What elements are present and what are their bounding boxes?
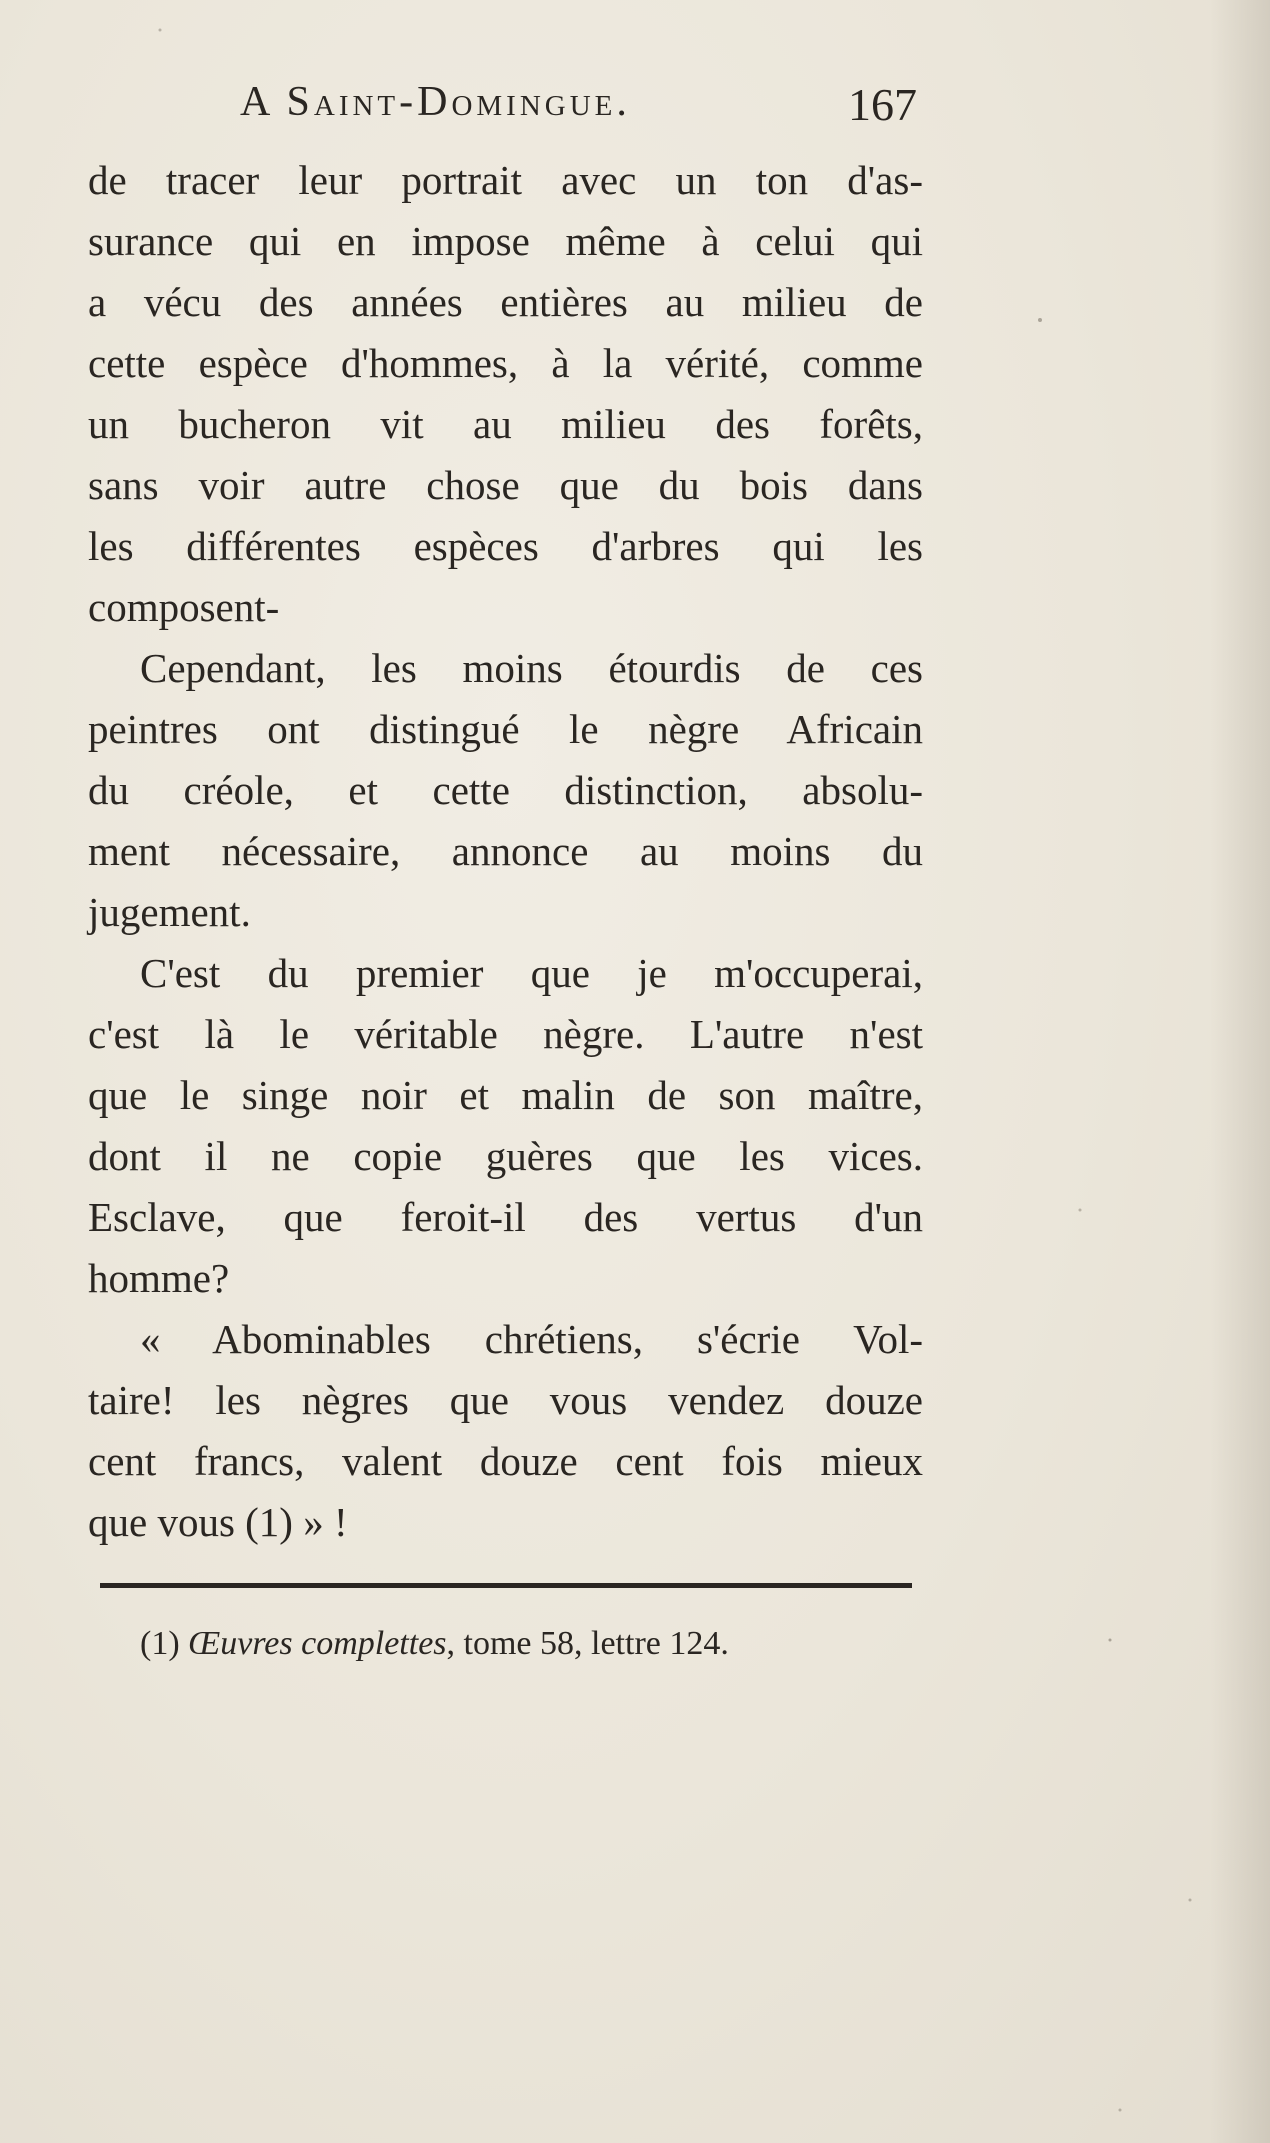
paragraph-4 [88, 1309, 923, 1553]
footnote-work-title: Œuvres complettes [188, 1625, 447, 1662]
text-line: dont il ne copie guères que les vices. [88, 1133, 923, 1179]
text-line: homme? [88, 1255, 230, 1301]
text-line: c'est là le véritable nègre. L'autre n'est [88, 1011, 923, 1057]
text-line: du créole, et cette distinction, absolu- [88, 767, 923, 813]
running-head: A Saint-Domingue. [240, 79, 631, 125]
text-line: C'est du premier que je m'occuperai, [140, 950, 923, 996]
text-line: sans voir autre chose que du bois dans [88, 462, 923, 508]
text-line: jugement. [88, 889, 251, 935]
text-line: un bucheron vit au milieu des forêts, [88, 401, 923, 447]
footnote-divider [100, 1583, 912, 1588]
text-line: taire! les nègres que vous vendez douze [88, 1377, 923, 1423]
text-line: surance qui en impose même à celui qui [88, 218, 923, 264]
footnote [140, 1625, 729, 1663]
text-line: « Abominables chrétiens, s'écrie Vol- [140, 1316, 923, 1362]
text-line: Cependant, les moins étourdis de ces [140, 645, 923, 691]
footnote-reference: , tome 58, lettre 124. [446, 1625, 729, 1662]
paragraph-2 [88, 638, 923, 943]
text-line: de tracer leur portrait avec un ton d'as- [88, 157, 923, 203]
text-line: composent- [88, 584, 280, 630]
paragraph-3 [88, 943, 923, 1309]
text-line: a vécu des années entières au milieu de [88, 279, 923, 325]
footnote-marker: (1) [140, 1625, 180, 1662]
text-line: cette espèce d'hommes, à la vérité, comme [88, 340, 923, 386]
page-number: 167 [848, 79, 917, 130]
text-line: cent francs, valent douze cent fois mieux [88, 1438, 923, 1484]
text-line: que le singe noir et malin de son maître, [88, 1072, 923, 1118]
text-line: peintres ont distingué le nègre Africain [88, 706, 923, 752]
paragraph-1 [88, 150, 923, 638]
text-line: ment nécessaire, annonce au moins du [88, 828, 923, 874]
body-text [88, 150, 923, 1553]
text-line: les différentes espèces d'arbres qui les [88, 523, 923, 569]
text-line: que vous (1) » ! [88, 1499, 348, 1545]
text-line: Esclave, que feroit-il des vertus d'un [88, 1194, 923, 1240]
